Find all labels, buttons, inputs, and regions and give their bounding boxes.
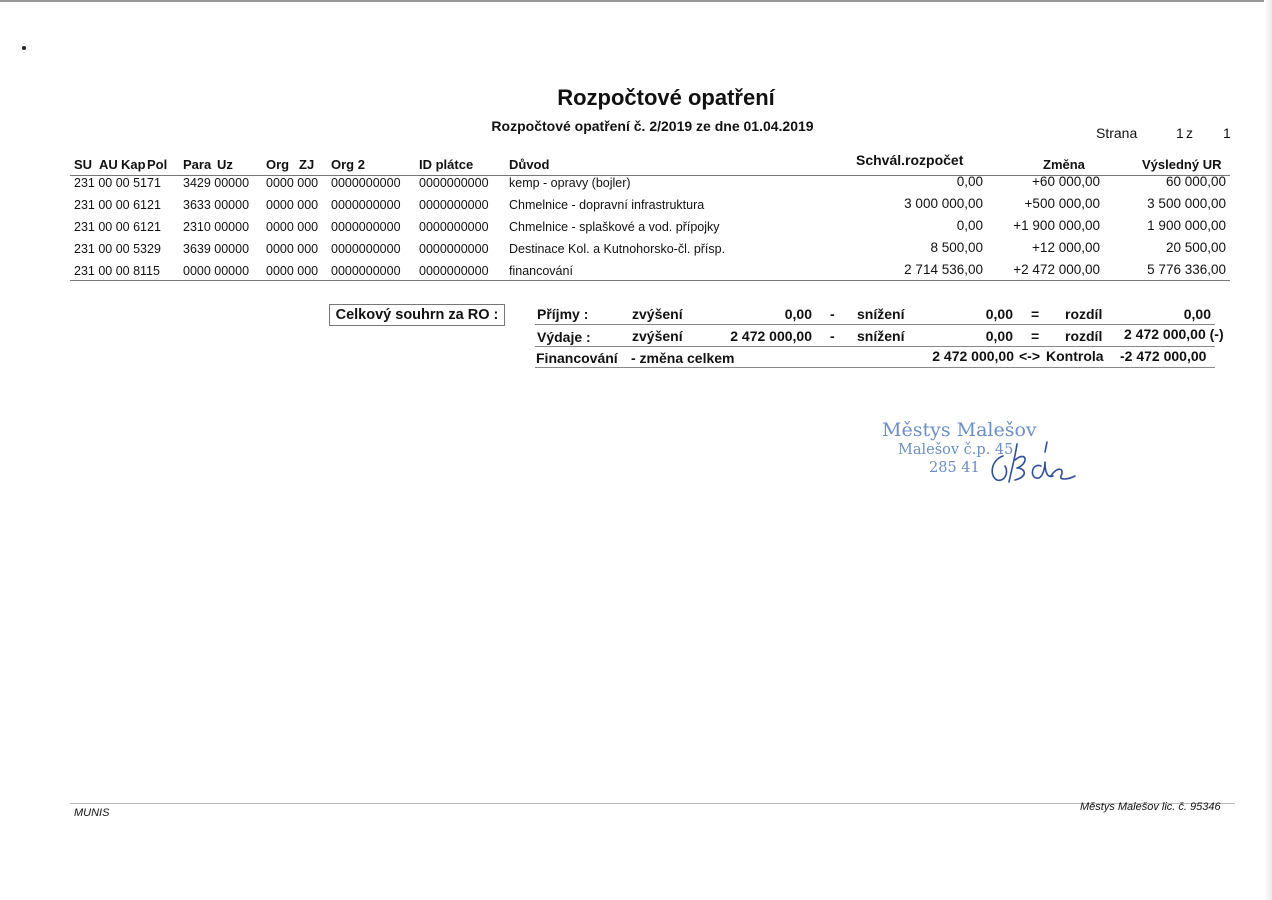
col-vysledny: Výsledný UR: [1142, 157, 1222, 172]
col-org: Org: [266, 157, 290, 172]
row-org2: 0000000000: [331, 198, 401, 212]
summary-vydaje-dash: -: [830, 328, 835, 344]
summary-financovani-label: Financování: [536, 350, 618, 366]
row-id-platce: 0000000000: [419, 176, 489, 190]
row-vysledny: 20 500,00: [1165, 240, 1226, 255]
row-codes: 231 00 00 5171: [74, 176, 161, 190]
col-zj: ZJ: [299, 157, 315, 172]
summary-vydaje-inc: 2 472 000,00: [730, 328, 812, 344]
col-pol: Pol: [147, 157, 168, 172]
col-zmena: Změna: [1043, 157, 1085, 172]
page-of: z: [1186, 125, 1193, 141]
stamp-line-3: 285 41: [929, 460, 980, 476]
col-para: Para: [183, 157, 212, 172]
summary-prijmy-label: Příjmy :: [537, 306, 589, 322]
col-duvod: Důvod: [509, 157, 550, 172]
row-para-uz: 0000 00000: [183, 264, 250, 278]
row-duvod: Destinace Kol. a Kutnohorsko-čl. přísp.: [509, 242, 726, 256]
row-vysledny: 3 500 000,00: [1147, 196, 1226, 211]
row-schval: 0,00: [956, 218, 983, 233]
rows-divider: [70, 280, 1230, 281]
summary-prijmy-dec-label: snížení: [857, 306, 905, 322]
scan-right-edge: [1264, 0, 1272, 900]
row-para-uz: 2310 00000: [183, 220, 250, 234]
summary-vydaje-diff-label: rozdíl: [1065, 328, 1103, 344]
row-zmena: +2 472 000,00: [1013, 262, 1100, 277]
footer-divider: [70, 803, 1235, 804]
row-org2: 0000000000: [331, 176, 401, 190]
row-para-uz: 3633 00000: [183, 198, 250, 212]
summary-vydaje-eq: =: [1031, 328, 1040, 344]
col-au: AU: [99, 157, 118, 172]
signature-icon: [985, 438, 1080, 488]
row-org2: 0000000000: [331, 242, 401, 256]
col-org2: Org 2: [331, 157, 365, 172]
document-subtitle: Rozpočtové opatření č. 2/2019 ze dne 01.04.2019: [491, 118, 814, 134]
summary-prijmy-underline: [535, 324, 1215, 325]
row-org2: 0000000000: [331, 220, 401, 234]
col-su: SU: [74, 157, 93, 172]
summary-prijmy-diff-label: rozdíl: [1065, 306, 1103, 322]
row-org-zj: 0000 000: [266, 198, 319, 212]
page-total: 1: [1223, 125, 1231, 141]
row-codes: 231 00 00 6121: [74, 198, 161, 212]
summary-vydaje-dec: 0,00: [985, 328, 1013, 344]
row-schval: 0,00: [956, 174, 983, 189]
row-para-uz: 3429 00000: [183, 176, 250, 190]
summary-prijmy-dec: 0,00: [985, 306, 1013, 322]
row-id-platce: 0000000000: [419, 264, 489, 278]
summary-prijmy-inc-label: zvýšení: [632, 306, 683, 322]
col-uz: Uz: [217, 157, 233, 172]
row-zmena: +60 000,00: [1032, 174, 1100, 189]
row-vysledny: 1 900 000,00: [1147, 218, 1226, 233]
document-title: Rozpočtové opatření: [557, 85, 775, 110]
summary-control-value: -2 472 000,00: [1120, 348, 1207, 364]
row-duvod: Chmelnice - dopravní infrastruktura: [509, 198, 705, 212]
row-org-zj: 0000 000: [266, 242, 319, 256]
summary-prijmy-eq: =: [1031, 306, 1040, 322]
row-zmena: +500 000,00: [1024, 196, 1100, 211]
scan-speck: [22, 46, 26, 50]
row-org2: 0000000000: [331, 264, 401, 278]
row-duvod: Chmelnice - splaškové a vod. přípojky: [509, 220, 720, 234]
row-schval: 2 714 536,00: [904, 262, 983, 277]
row-duvod: kemp - opravy (bojler): [509, 176, 631, 190]
col-id-platce: ID plátce: [419, 157, 474, 172]
summary-vydaje-dec-label: snížení: [857, 328, 905, 344]
summary-prijmy-diff: 0,00: [1183, 306, 1211, 322]
summary-vydaje-underline: [535, 346, 1215, 347]
row-codes: 231 00 00 8115: [74, 264, 160, 278]
row-duvod: financování: [509, 264, 573, 278]
col-schval: Schvál.rozpočet: [856, 152, 964, 168]
page-current: 1: [1176, 125, 1184, 141]
summary-prijmy-inc: 0,00: [784, 306, 812, 322]
scan-top-edge: [0, 0, 1272, 2]
summary-vydaje-inc-label: zvýšení: [632, 328, 683, 344]
summary-label: Celkový souhrn za RO :: [329, 304, 505, 326]
summary-financovani-change-label: - změna celkem: [631, 350, 735, 366]
row-id-platce: 0000000000: [419, 198, 489, 212]
row-id-platce: 0000000000: [419, 242, 489, 256]
row-para-uz: 3639 00000: [183, 242, 250, 256]
row-schval: 8 500,00: [930, 240, 983, 255]
summary-vydaje-diff: 2 472 000,00 (-): [1124, 326, 1224, 342]
row-org-zj: 0000 000: [266, 220, 319, 234]
row-zmena: +1 900 000,00: [1013, 218, 1100, 233]
row-codes: 231 00 00 5329: [74, 242, 161, 256]
stamp-line-1: Městys Malešov: [882, 419, 1037, 441]
summary-control-label: Kontrola: [1046, 348, 1104, 364]
page-label: Strana: [1096, 125, 1138, 141]
row-codes: 231 00 00 6121: [74, 220, 161, 234]
summary-prijmy-dash: -: [830, 306, 835, 322]
footer-left: MUNIS: [74, 807, 110, 819]
stamp-line-2: Malešov č.p. 45: [898, 442, 1014, 458]
row-vysledny: 5 776 336,00: [1147, 262, 1226, 277]
row-id-platce: 0000000000: [419, 220, 489, 234]
summary-financovani-arrow: <->: [1019, 348, 1041, 364]
row-vysledny: 60 000,00: [1165, 174, 1226, 189]
row-schval: 3 000 000,00: [904, 196, 983, 211]
footer-right: Městys Malešov lic. č. 95346: [1080, 801, 1221, 813]
col-kap: Kap: [121, 157, 146, 172]
summary-financovani-underline: [535, 367, 1215, 368]
row-org-zj: 0000 000: [266, 264, 319, 278]
row-zmena: +12 000,00: [1032, 240, 1100, 255]
summary-financovani-value: 2 472 000,00: [932, 348, 1014, 364]
summary-vydaje-label: Výdaje :: [537, 329, 591, 345]
row-org-zj: 0000 000: [266, 176, 319, 190]
